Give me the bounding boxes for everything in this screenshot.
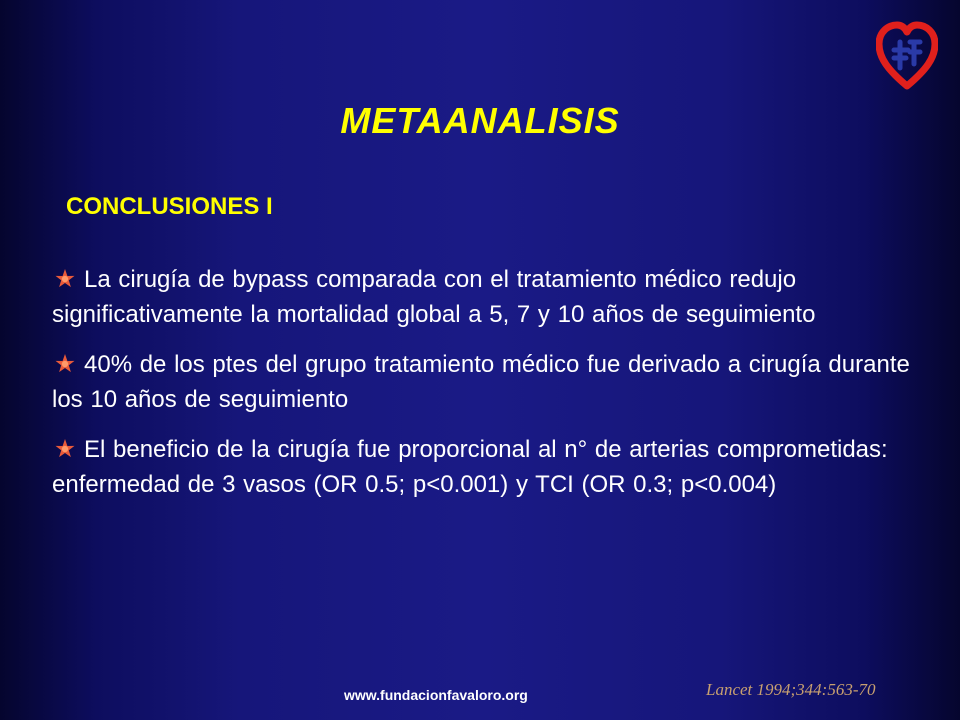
- conclusions-list: [52, 262, 932, 517]
- citation: Lancet 1994;344:563-70: [706, 680, 876, 699]
- section-heading: CONCLUSIONES I: [66, 193, 273, 220]
- bullet-text: El beneficio de la cirugía fue proporcional al n° de arterias comprometidas: enfermedad de 3 vasos (OR 0.5; p<0.001) y TCI (OR 0.3; p<0.004): [52, 436, 888, 498]
- list-item: [52, 347, 932, 417]
- bullet-text: 40% de los ptes del grupo tratamiento médico fue derivado a cirugía durante los 10 años de seguimiento: [52, 351, 910, 413]
- fundacion-favaloro-heart-logo: [876, 20, 938, 90]
- starburst-bullet-icon: [52, 438, 78, 460]
- starburst-bullet-icon: [52, 268, 78, 290]
- list-item: [52, 262, 932, 332]
- bullet-text: La cirugía de bypass comparada con el tratamiento médico redujo significativamente la mortalidad global a 5, 7 y 10 años de seguimiento: [52, 266, 816, 328]
- starburst-bullet-icon: [52, 353, 78, 375]
- slide-title: METAANALISIS: [340, 100, 620, 141]
- list-item: [52, 432, 932, 502]
- footer-url: www.fundacionfavaloro.org: [344, 687, 528, 703]
